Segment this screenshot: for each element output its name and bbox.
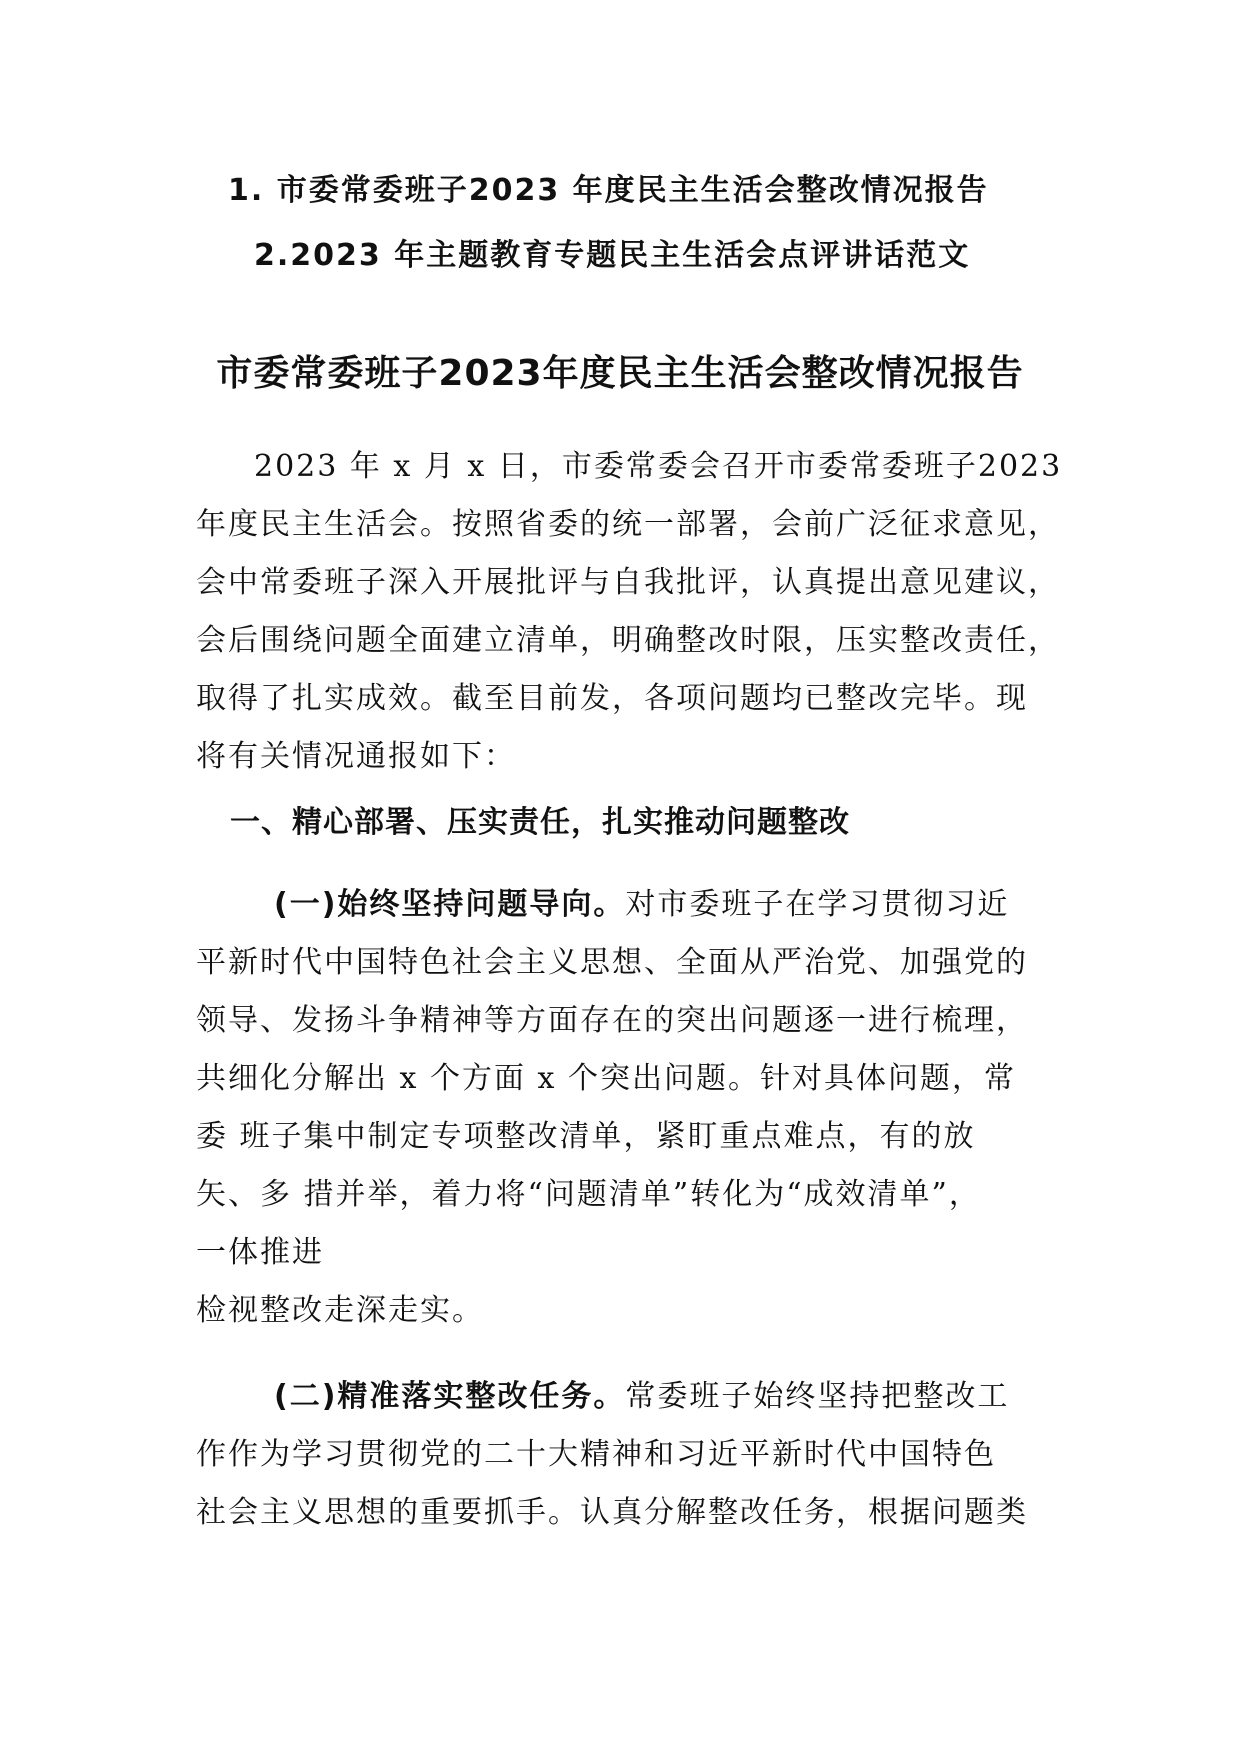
subsection-text: 常委班子始终坚持把整改工 bbox=[625, 1379, 1010, 1414]
subsection-line: 委 班子集中制定专项整改清单，紧盯重点难点，有的放 bbox=[196, 1119, 976, 1154]
subsection-first-line bbox=[196, 1368, 1076, 1426]
document-title: 市委常委班子2023年度民主生活会整改情况报告 bbox=[216, 353, 1024, 394]
intro-line: 取得了扎实成效。截至目前发，各项问题均已整改完毕。现 bbox=[196, 681, 1028, 716]
section-heading: 一、精心部署、压实责任，扎实推动问题整改 bbox=[230, 805, 850, 840]
subsection-line: 平新时代中国特色社会主义思想、全面从严治党、加强党的 bbox=[196, 945, 1028, 980]
subsection-1 bbox=[196, 876, 1076, 1340]
intro-line: 将有关情况通报如下： bbox=[196, 739, 516, 774]
subsection-line: 领导、发扬斗争精神等方面存在的突出问题逐一进行梳理， bbox=[196, 1003, 1028, 1038]
subsection-line: 矢、多 措并举，着力将“问题清单”转化为“成效清单”， bbox=[196, 1177, 981, 1212]
intro-line: 会后围绕问题全面建立清单，明确整改时限，压实整改责任， bbox=[196, 623, 1060, 658]
intro-line: 2023 年 x 月 x 日，市委常委会召开市委常委班子2023 bbox=[254, 449, 1063, 484]
subsection-lead: (二)精准落实整改任务。 bbox=[274, 1379, 626, 1414]
subsection-line: 一体推进 bbox=[196, 1235, 324, 1270]
intro-line: 年度民主生活会。按照省委的统一部署，会前广泛征求意见， bbox=[196, 507, 1060, 542]
subsection-first-line bbox=[196, 876, 1076, 934]
subsection-2 bbox=[196, 1368, 1076, 1542]
toc-item-2: 2.2023 年主题教育专题民主生活会点评讲话范文 bbox=[254, 238, 971, 273]
intro-line: 会中常委班子深入开展批评与自我批评，认真提出意见建议， bbox=[196, 565, 1060, 600]
subsection-line: 共细化分解出 x 个方面 x 个突出问题。针对具体问题，常 bbox=[196, 1061, 1016, 1096]
subsection-text: 对市委班子在学习贯彻习近 bbox=[625, 887, 1010, 922]
subsection-line: 作作为学习贯彻党的二十大精神和习近平新时代中国特色 bbox=[196, 1437, 996, 1472]
toc-item-1: 1. 市委常委班子2023 年度民主生活会整改情况报告 bbox=[228, 173, 989, 208]
subsection-line: 检视整改走深走实。 bbox=[196, 1293, 484, 1328]
subsection-line: 社会主义思想的重要抓手。认真分解整改任务，根据问题类 bbox=[196, 1495, 1028, 1530]
intro-paragraph bbox=[196, 438, 1076, 786]
subsection-lead: (一)始终坚持问题导向。 bbox=[274, 887, 626, 922]
